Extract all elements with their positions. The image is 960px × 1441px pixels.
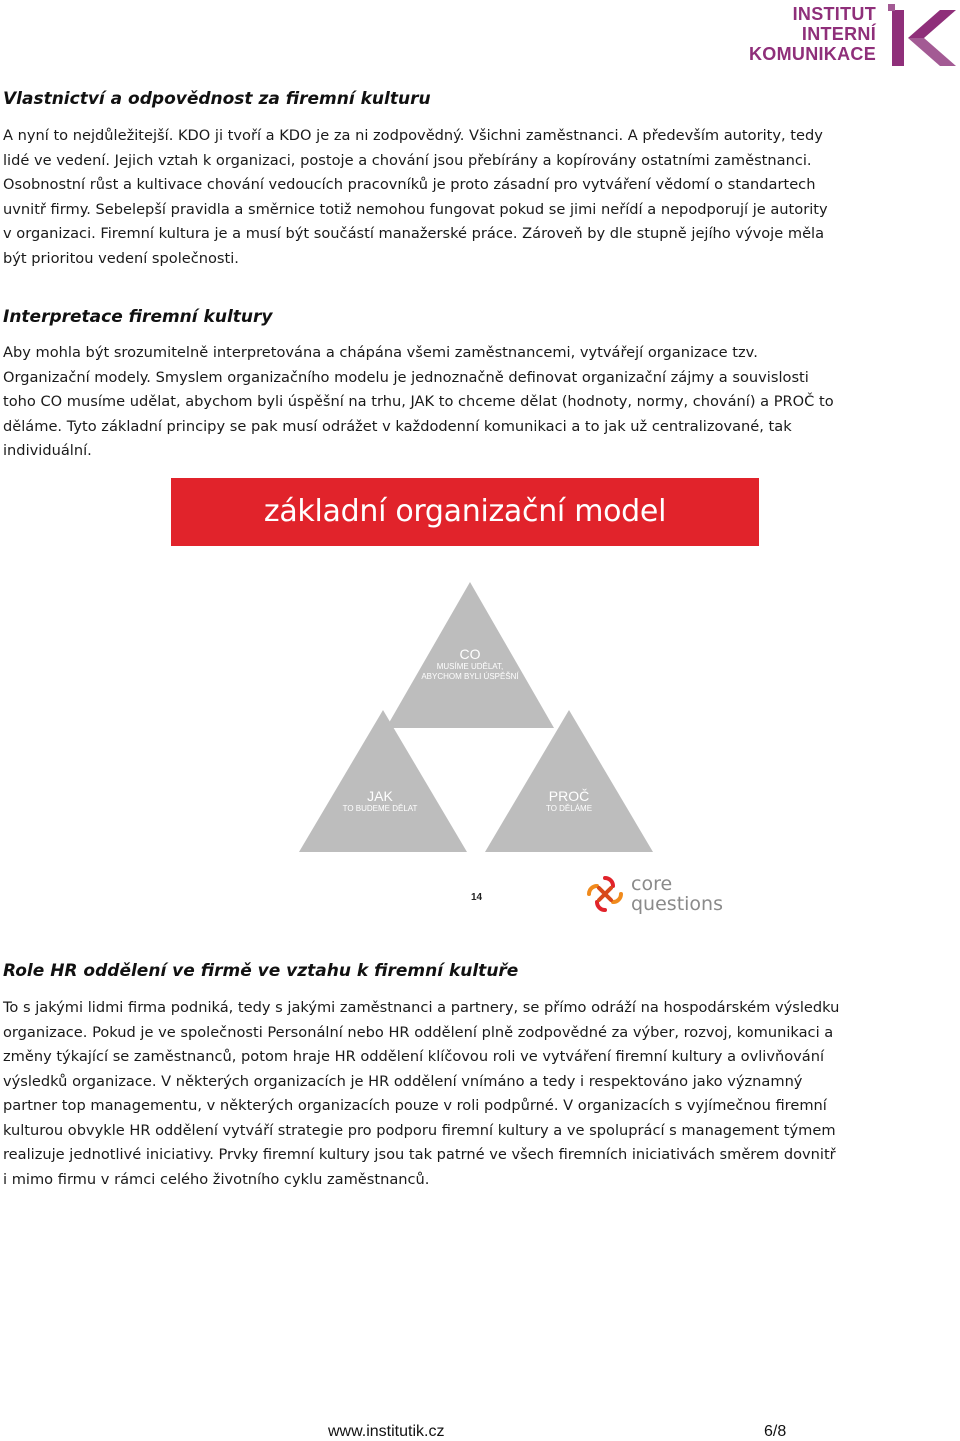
paragraph-line: toho CO musíme udělat, abychom byli úspěšní na trhu, JAK to chceme dělat (hodnoty, normy, chování) a PROČ to [3, 393, 834, 410]
triangle-proc-subtitle: TO DĚLÁME [545, 804, 593, 813]
footer-page-number: 6/8 [764, 1423, 787, 1440]
triangle-co-subtitle-1: MUSÍME UDĚLAT, [436, 662, 504, 671]
paragraph-line: děláme. Tyto základní principy se pak musí odrážet v každodenní komunikaci a to jak už centralizované, tak [3, 417, 792, 435]
paragraph-line: změny týkající se zaměstnanců, potom hraje HR oddělení klíčovou roli ve vytváření firemní kultury a ovlivňování [3, 1048, 825, 1065]
triangle-proc-label [515, 788, 623, 814]
paragraph-line: Organizační modely. Smyslem organizačního modelu je jednoznačně definovat organizační zájmy a souvislosti [3, 368, 809, 386]
triangle-jak-title: JAK [367, 788, 393, 804]
organization-model-slide [171, 478, 761, 914]
section-paragraph-interpretation [3, 341, 938, 464]
triangle-jak [299, 710, 467, 852]
core-questions-line-1: core [631, 873, 673, 895]
paragraph-line: partner top managementu, v některých organizacích pouze v roli podpůrné. V organizacích s vyjímečnou firemní [3, 1097, 827, 1114]
core-questions-wordmark [631, 874, 723, 914]
paragraph-line: i mimo firmu v rámci celého životního cyklu zaměstnanců. [3, 1170, 430, 1188]
core-questions-line-2: questions [631, 893, 723, 915]
triangle-proc [485, 710, 653, 852]
institut-logo [744, 4, 958, 68]
paragraph-line: Osobnostní růst a kultivace chování vedoucích pracovníků je proto zásadní pro vytváření vědomí o standartech [3, 176, 816, 193]
section-paragraph-hr-role [3, 996, 938, 1192]
logo-line-1: INSTITUT [792, 4, 876, 24]
footer-website-link[interactable]: www.institutik.cz [328, 1423, 445, 1440]
section-heading-ownership: Vlastnictví a odpovědnost za firemní kulturu [3, 89, 431, 109]
paragraph-line: v organizaci. Firemní kultura je a musí být součástí manažerské práce. Zároveň by dle stupně jejího vývoje měla [3, 225, 825, 242]
section-heading-interpretation: Interpretace firemní kultury [3, 307, 273, 327]
logo-wordmark [744, 4, 876, 64]
paragraph-line: uvnitř firmy. Sebelepší pravidla a směrnice totiž nemohou fungovat pokud se jimi neřídí a nepodporují je autority [3, 200, 828, 218]
triangle-diagram [171, 478, 761, 914]
paragraph-line: lidé ve vedení. Jejich vztah k organizaci, postoje a chování jsou přebírány a kopírovány ostatními zaměstnanci. [3, 151, 812, 169]
triangle-jak-subtitle: TO BUDEME DĚLAT [342, 804, 418, 813]
section-paragraph-ownership [3, 124, 938, 271]
core-questions-logo-icon [585, 874, 625, 914]
ik-monogram-icon [884, 4, 958, 68]
paragraph-line: kulturou obvykle HR oddělení vytváří strategie pro podporu firemní kultury a ve spoluprácí s management týmem [3, 1121, 836, 1139]
slide-page-number: 14 [471, 892, 483, 903]
triangle-co-label [395, 646, 545, 682]
paragraph-line: realizuje jednotlivé iniciativy. Prvky firemní kultury jsou tak patrné ve všech firemních iniciativách směrem dovnitř [3, 1146, 836, 1163]
paragraph-line: organizace. Pokud je ve společnosti Personální nebo HR oddělení plně zodpovědné za výber, rozvoj, komunikaci a [3, 1023, 834, 1041]
core-questions-logo [583, 872, 763, 916]
triangle-proc-title: PROČ [548, 788, 590, 804]
triangle-co-title: CO [459, 646, 481, 662]
paragraph-line: být prioritou vedení společnosti. [3, 249, 239, 267]
section-heading-hr-role: Role HR oddělení ve firmě ve vztahu k firemní kultuře [3, 961, 519, 981]
paragraph-line: To s jakými lidmi firma podniká, tedy s jakými zaměstnanci a partnery, se přímo odráží na hospodárském výsledku [3, 999, 840, 1016]
logo-line-3: KOMUNIKACE [749, 44, 876, 64]
paragraph-line: individuální. [3, 442, 92, 459]
paragraph-line: výsledků organizace. V některých organizacích je HR oddělení vnímáno a tedy i respektováno jako významný [3, 1072, 803, 1090]
logo-line-2: INTERNÍ [801, 24, 876, 44]
slide-title: základní organizační model [171, 478, 759, 546]
paragraph-line: Aby mohla být srozumitelně interpretována a chápána všemi zaměstnancemi, vytvářejí organizace tzv. [3, 344, 758, 361]
triangle-jak-label [325, 788, 435, 814]
paragraph-line: A nyní to nejdůležitejší. KDO ji tvoří a KDO je za ni zodpovědný. Všichni zaměstnanci. A především autority, tedy [3, 127, 823, 144]
triangle-co-subtitle-2: ABYCHOM BYLI ÚSPĚŠNÍ [421, 672, 519, 681]
